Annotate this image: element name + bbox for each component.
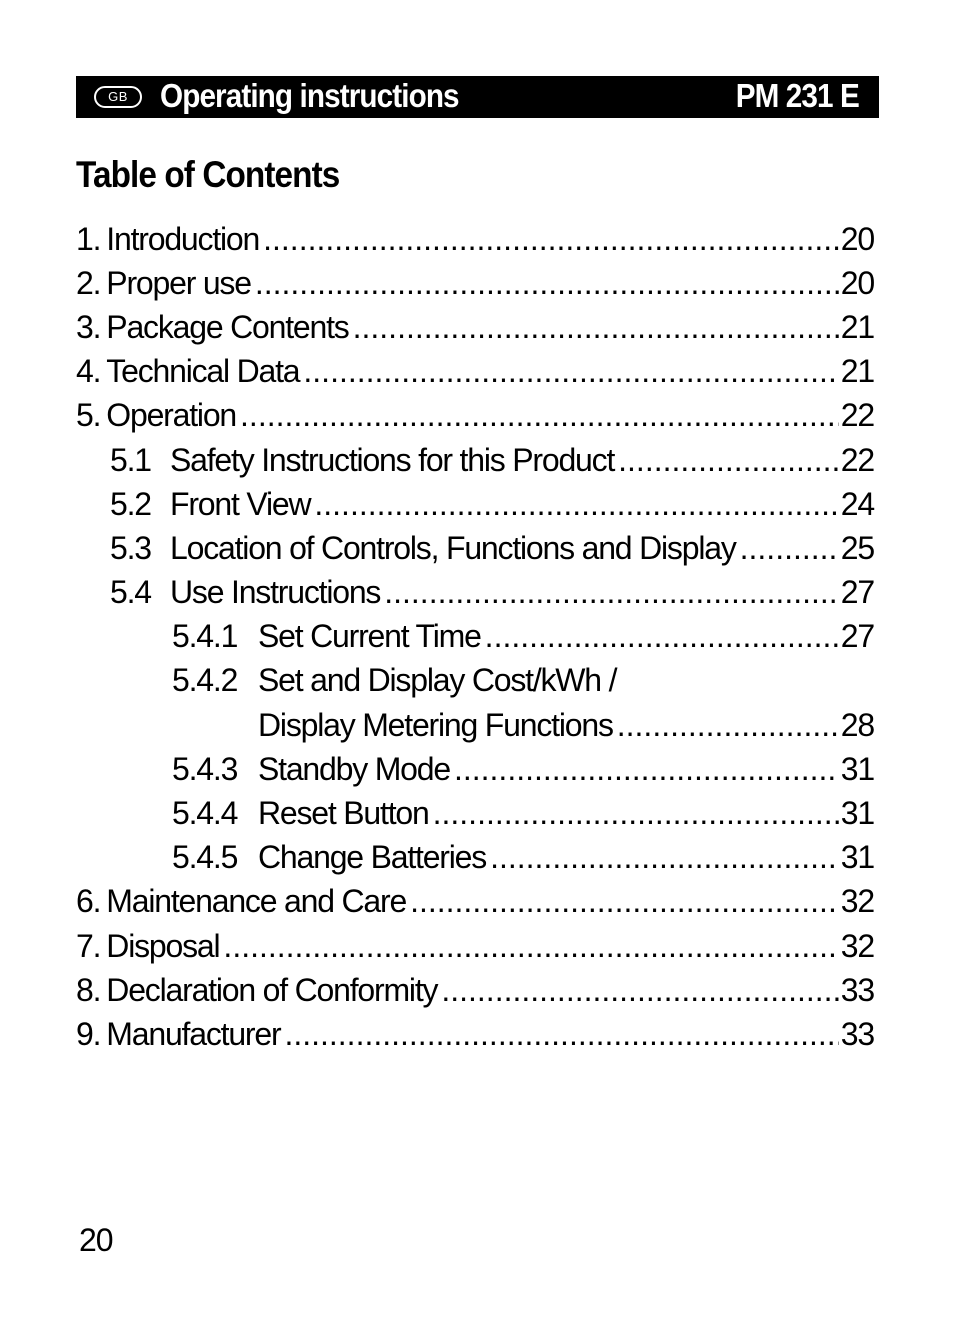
toc-entry-title: Standby Mode bbox=[258, 750, 450, 787]
toc-entry-5-1[interactable] bbox=[76, 438, 874, 482]
toc-entry-title: Change Batteries bbox=[258, 839, 487, 876]
dot-leader bbox=[255, 265, 839, 302]
toc-entry-title: Disposal bbox=[106, 927, 220, 964]
dot-leader bbox=[240, 397, 839, 434]
dot-leader bbox=[490, 839, 839, 876]
toc-entry-page: 20 bbox=[840, 220, 874, 257]
toc-entry-5-4-2-continued[interactable] bbox=[76, 703, 874, 747]
toc-entry-number: 5.4.1 bbox=[172, 618, 238, 655]
dot-leader bbox=[384, 574, 839, 611]
toc-entry-6[interactable] bbox=[76, 880, 874, 924]
toc-entry-title-continued: Display Metering Functions bbox=[258, 706, 613, 743]
toc-entry-page: 31 bbox=[840, 839, 874, 876]
model-number: PM 231 E bbox=[735, 77, 859, 114]
toc-entry-page: 33 bbox=[840, 1015, 874, 1052]
toc-entry-number: 3. bbox=[76, 308, 101, 345]
toc-entry-page: 24 bbox=[840, 485, 874, 522]
toc-entry-title: Declaration of Conformity bbox=[106, 971, 438, 1008]
toc-entry-title: Operation bbox=[106, 397, 237, 434]
toc-entry-page: 22 bbox=[840, 397, 874, 434]
dot-leader bbox=[314, 486, 838, 523]
dot-leader bbox=[441, 972, 838, 1009]
toc-entry-page: 32 bbox=[840, 883, 874, 920]
page-number: 20 bbox=[79, 1222, 113, 1258]
toc-entry-title: Use Instructions bbox=[170, 574, 381, 611]
dot-leader bbox=[618, 442, 839, 479]
toc-entry-number: 4. bbox=[76, 353, 101, 390]
table-of-contents bbox=[76, 217, 874, 1057]
dot-leader bbox=[740, 530, 839, 567]
toc-entry-page: 31 bbox=[840, 795, 874, 832]
toc-entry-5-4-3[interactable] bbox=[76, 747, 874, 791]
toc-entry-number: 7. bbox=[76, 927, 101, 964]
header-bar bbox=[76, 76, 879, 118]
toc-entry-page: 20 bbox=[840, 264, 874, 301]
toc-entry-title: Set and Display Cost/kWh / bbox=[258, 662, 617, 699]
toc-entry-8[interactable] bbox=[76, 968, 874, 1012]
dot-leader bbox=[223, 928, 838, 965]
toc-entry-4[interactable] bbox=[76, 350, 874, 394]
toc-entry-page: 25 bbox=[840, 529, 874, 566]
toc-entry-number: 5.4.2 bbox=[172, 662, 238, 699]
toc-entry-number: 5.3 bbox=[110, 529, 151, 566]
toc-entry-number: 5.4.3 bbox=[172, 750, 238, 787]
toc-entry-number: 5.4.5 bbox=[172, 839, 238, 876]
toc-entry-page: 22 bbox=[840, 441, 874, 478]
toc-heading: Table of Contents bbox=[76, 154, 340, 195]
toc-entry-number: 5.2 bbox=[110, 485, 151, 522]
toc-entry-1[interactable] bbox=[76, 217, 874, 261]
toc-entry-number: 5.1 bbox=[110, 441, 151, 478]
toc-entry-title: Introduction bbox=[106, 220, 260, 257]
document-title: Operating instructions bbox=[160, 77, 459, 114]
toc-entry-5[interactable] bbox=[76, 394, 874, 438]
language-badge: GB bbox=[94, 86, 142, 108]
toc-entry-9[interactable] bbox=[76, 1012, 874, 1056]
toc-entry-page: 33 bbox=[840, 971, 874, 1008]
toc-entry-5-4[interactable] bbox=[76, 571, 874, 615]
toc-entry-number: 5.4.4 bbox=[172, 795, 238, 832]
toc-entry-title: Location of Controls, Functions and Display bbox=[170, 529, 736, 566]
toc-entry-7[interactable] bbox=[76, 924, 874, 968]
toc-entry-5-4-4[interactable] bbox=[76, 791, 874, 835]
toc-entry-number: 2. bbox=[76, 264, 101, 301]
toc-entry-title: Set Current Time bbox=[258, 618, 481, 655]
toc-entry-title: Package Contents bbox=[106, 308, 349, 345]
toc-entry-title: Safety Instructions for this Product bbox=[170, 441, 615, 478]
toc-entry-title: Maintenance and Care bbox=[106, 883, 407, 920]
dot-leader bbox=[410, 883, 839, 920]
toc-entry-page: 27 bbox=[840, 618, 874, 655]
toc-entry-5-2[interactable] bbox=[76, 482, 874, 526]
toc-entry-page: 21 bbox=[840, 308, 874, 345]
toc-entry-title: Front View bbox=[170, 485, 311, 522]
toc-entry-2[interactable] bbox=[76, 261, 874, 305]
toc-entry-number: 5. bbox=[76, 397, 101, 434]
toc-entry-page: 32 bbox=[840, 927, 874, 964]
toc-entry-5-3[interactable] bbox=[76, 526, 874, 570]
toc-entry-5-4-2[interactable] bbox=[76, 659, 874, 703]
toc-entry-number: 1. bbox=[76, 220, 101, 257]
dot-leader bbox=[454, 751, 839, 788]
toc-entry-page: 21 bbox=[840, 353, 874, 390]
dot-leader bbox=[433, 795, 839, 832]
dot-leader bbox=[303, 353, 838, 390]
toc-entry-3[interactable] bbox=[76, 305, 874, 349]
toc-entry-number: 8. bbox=[76, 971, 101, 1008]
toc-entry-5-4-5[interactable] bbox=[76, 836, 874, 880]
toc-entry-number: 9. bbox=[76, 1015, 101, 1052]
toc-entry-title: Proper use bbox=[106, 264, 251, 301]
toc-entry-title: Technical Data bbox=[106, 353, 300, 390]
dot-leader bbox=[485, 618, 839, 655]
toc-entry-page: 28 bbox=[840, 706, 874, 743]
toc-entry-number: 5.4 bbox=[110, 574, 151, 611]
toc-entry-page: 27 bbox=[840, 574, 874, 611]
toc-entry-title: Manufacturer bbox=[106, 1015, 281, 1052]
toc-entry-number: 6. bbox=[76, 883, 101, 920]
dot-leader bbox=[263, 221, 839, 258]
toc-entry-5-4-1[interactable] bbox=[76, 615, 874, 659]
toc-entry-page: 31 bbox=[840, 750, 874, 787]
dot-leader bbox=[617, 707, 839, 744]
toc-entry-title: Reset Button bbox=[258, 795, 429, 832]
dot-leader bbox=[353, 309, 839, 346]
dot-leader bbox=[284, 1016, 838, 1053]
